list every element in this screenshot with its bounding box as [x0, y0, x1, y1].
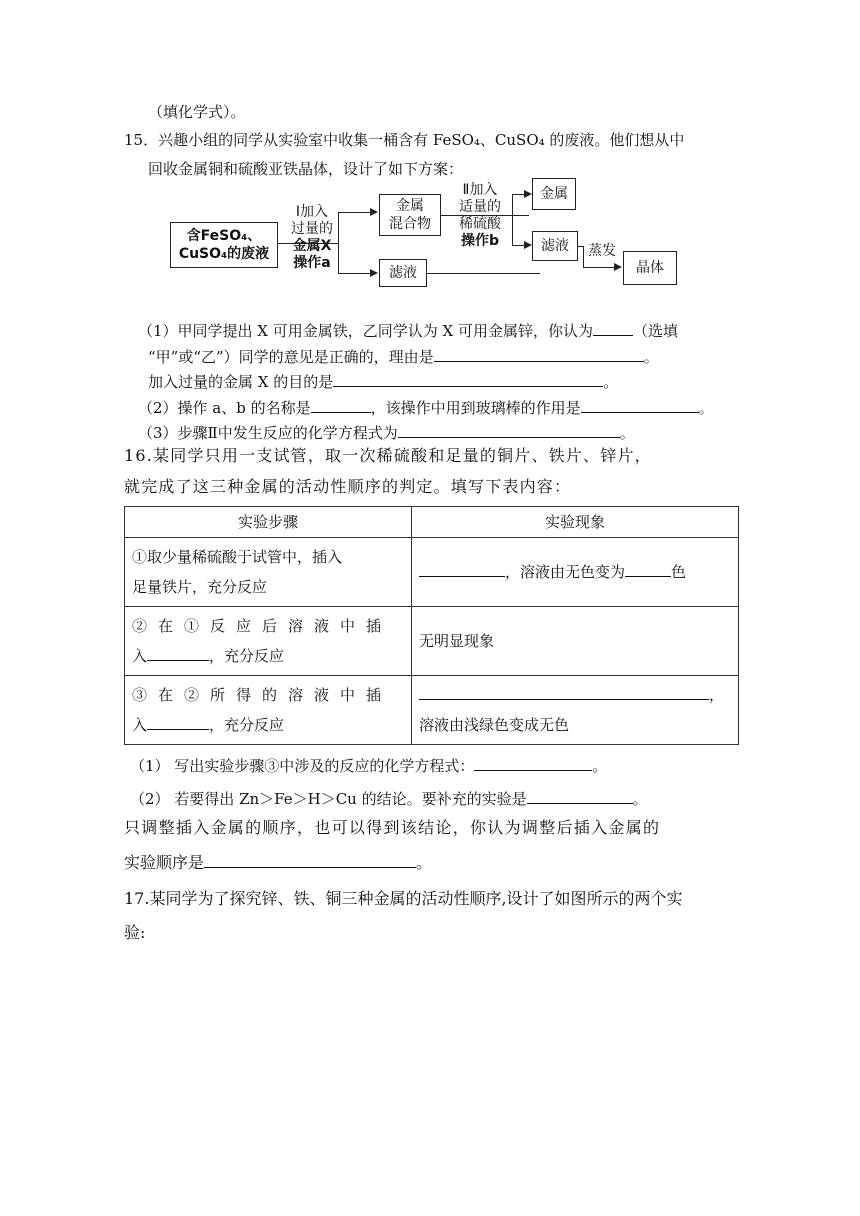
step2-l3: 稀硫酸 [459, 216, 501, 232]
q16-experiment-table [124, 506, 739, 745]
flow-join-dot [539, 273, 540, 274]
q15-sub2-line [138, 396, 714, 418]
q15-sub1-text-f: 。 [603, 373, 619, 391]
row3-step-l2b: ，充分反应 [209, 716, 285, 734]
q15-sub1-text-a: （1）甲同学提出 X 可用金属铁，乙同学认为 X 可用金属锌，你认为 [138, 322, 593, 340]
flow-line-to-mix [338, 212, 370, 213]
flow-arrow-to-filtrate2 [524, 241, 532, 249]
row3-obs-b: 溶液由浅绿色变成无色 [419, 716, 570, 734]
flow-crystal-box: 晶体 [623, 251, 677, 285]
q16-text-line1: 16.某同学只用一支试管，取一次稀硫酸和足量的铜片、铁片、锌片， [124, 446, 652, 465]
row3-blank-phenomenon[interactable] [419, 683, 709, 700]
q16-sub1-blank-equation[interactable] [474, 754, 592, 771]
step2-l1: Ⅱ加入 [462, 182, 498, 198]
row2-step-l2b: ，充分反应 [209, 647, 285, 665]
q15-sub3-blank-equation[interactable] [398, 421, 620, 438]
flow-arrow-to-mix [370, 208, 378, 216]
table-row [125, 538, 739, 607]
q16-sub2-text-b: 。 [632, 790, 648, 808]
row3-step-cell [125, 676, 412, 745]
q16-sub2-blank-experiment[interactable] [527, 787, 633, 804]
q16-sub2-text-d: 实验顺序是 [124, 853, 205, 872]
table-header-row [125, 507, 739, 538]
q15-sub1-line2 [148, 345, 659, 367]
flow-arrow-to-filtrate1 [370, 269, 378, 277]
flow-line-to-filtrate1 [338, 273, 370, 274]
row3-step-l2a: 入 [132, 716, 148, 734]
q15-sub3-text-b: 。 [619, 424, 635, 442]
q15-sub1-blank-purpose[interactable] [333, 370, 603, 387]
table-header-observation: 实验现象 [412, 507, 739, 538]
q15-sub3-line [138, 421, 635, 443]
q15-sub1-blank-reason[interactable] [434, 345, 644, 362]
q17-text-line2: 验: [124, 923, 146, 942]
row3-observation-cell [412, 676, 739, 745]
q16-sub2-line3 [124, 851, 432, 873]
table-header-step: 实验步骤 [125, 507, 412, 538]
q15-sub1-text-b: （选填 [632, 322, 678, 340]
q16-text-line2: 就完成了这三种金属的活动性顺序的判定。填写下表内容： [124, 477, 572, 496]
flow-arrow-to-metal [524, 190, 532, 198]
row2-observation-cell: 无明显现象 [412, 607, 739, 676]
mix-l2: 混合物 [389, 216, 431, 232]
q15-sub1-line3 [148, 370, 618, 392]
row1-step-cell [125, 538, 412, 607]
q16-sub1-text-b: 。 [592, 757, 608, 775]
flow-step1-label [284, 204, 340, 272]
step2-l2: 适量的 [459, 199, 501, 215]
table-row [125, 607, 739, 676]
q15-sub2-blank-operation[interactable] [311, 396, 371, 413]
q15-sub2-text-a: （2）操作 a、b 的名称是 [138, 399, 311, 417]
row2-step-l2a: 入 [132, 647, 148, 665]
q15-text-line1: 15．兴趣小组的同学从实验室中收集一桶含有 FeSO₄、CuSO₄ 的废液。他们想从中 [124, 131, 685, 149]
row3-step-l1: ③在②所得的溶液中插 [132, 686, 393, 704]
flow-start-box [170, 222, 278, 268]
flow-step2-label [448, 182, 512, 250]
q15-sub2-blank-glassrod[interactable] [581, 396, 699, 413]
flow-branch-vertical-2 [512, 194, 513, 246]
previous-question-fragment: （填化学式）。 [148, 103, 246, 121]
flow-evap-label: 蒸发 [588, 243, 616, 259]
row1-obs-a: ，溶液由无色变为 [505, 563, 626, 581]
flow-start-line2: CuSO₄的废液 [178, 246, 270, 262]
table-row [125, 676, 739, 745]
flow-arrow-to-crystal [614, 263, 622, 271]
q15-sub2-text-c: 。 [698, 399, 714, 417]
row1-blank-phenomenon[interactable] [419, 560, 505, 577]
q15-sub1-blank-choice[interactable] [593, 319, 633, 336]
q15-text-line2: 回收金属铜和硫酸亚铁晶体，设计了如下方案： [148, 160, 464, 178]
q15-sub2-text-b: ，该操作中用到玻璃棒的作用是 [370, 399, 581, 417]
flow-filtrate1-box: 滤液 [379, 259, 427, 287]
q16-sub2-text-a: （2） 若要得出 Zn＞Fe＞H＞Cu 的结论。要补充的实验是 [130, 790, 527, 808]
row1-step-l1: ①取少量稀硫酸于试管中，插入 [132, 548, 343, 566]
q16-sub2-line1 [130, 787, 648, 809]
q16-sub2-blank-order[interactable] [204, 851, 416, 868]
q15-sub1-text-d: 。 [643, 348, 659, 366]
row1-obs-b: 色 [671, 563, 687, 581]
row1-step-l2: 足量铁片，充分反应 [132, 578, 268, 596]
flow-mix-box [379, 194, 441, 236]
step1-l4: 操作a [293, 255, 331, 271]
q15-sub3-text-a: （3）步骤Ⅱ中发生反应的化学方程式为 [138, 424, 398, 442]
q15-sub1-text-c: “甲”或“乙”）同学的意见是正确的，理由是 [148, 348, 434, 366]
step1-l2: 过量的 [291, 221, 333, 237]
flow-start-line1: 含FeSO₄、 [186, 228, 262, 244]
q16-sub1-line [130, 754, 607, 776]
row2-step-l1: ②在①反应后溶液中插 [132, 617, 393, 635]
mix-l1: 金属 [396, 198, 424, 214]
q15-sub1-line1 [138, 319, 678, 341]
flow-filtrate2-box: 滤液 [532, 231, 578, 261]
flow-metal-box: 金属 [532, 178, 576, 210]
q15-sub1-text-e: 加入过量的金属 X 的目的是 [148, 373, 334, 391]
flow-line-to-crystal [583, 267, 615, 268]
q16-sub1-text-a: （1） 写出实验步骤③中涉及的反应的化学方程式： [130, 757, 475, 775]
row2-blank-metal[interactable] [147, 644, 209, 661]
q16-sub2-line2: 只调整插入金属的顺序，也可以得到该结论，你认为调整后插入金属的 [124, 818, 661, 837]
row3-blank-metal[interactable] [147, 713, 209, 730]
step1-l3: 金属X [292, 238, 332, 254]
step2-l4: 操作b [460, 233, 500, 249]
row3-obs-a: ， [709, 686, 725, 704]
row2-step-cell [125, 607, 412, 676]
row1-observation-cell [412, 538, 739, 607]
q17-text-line1: 17.某同学为了探究锌、铁、铜三种金属的活动性顺序,设计了如图所示的两个实 [124, 889, 683, 908]
row1-blank-color[interactable] [625, 560, 671, 577]
step1-l1: Ⅰ加入 [295, 204, 329, 220]
flow-line-filtrate1-out [427, 273, 539, 274]
q16-sub2-text-e: 。 [416, 853, 433, 872]
